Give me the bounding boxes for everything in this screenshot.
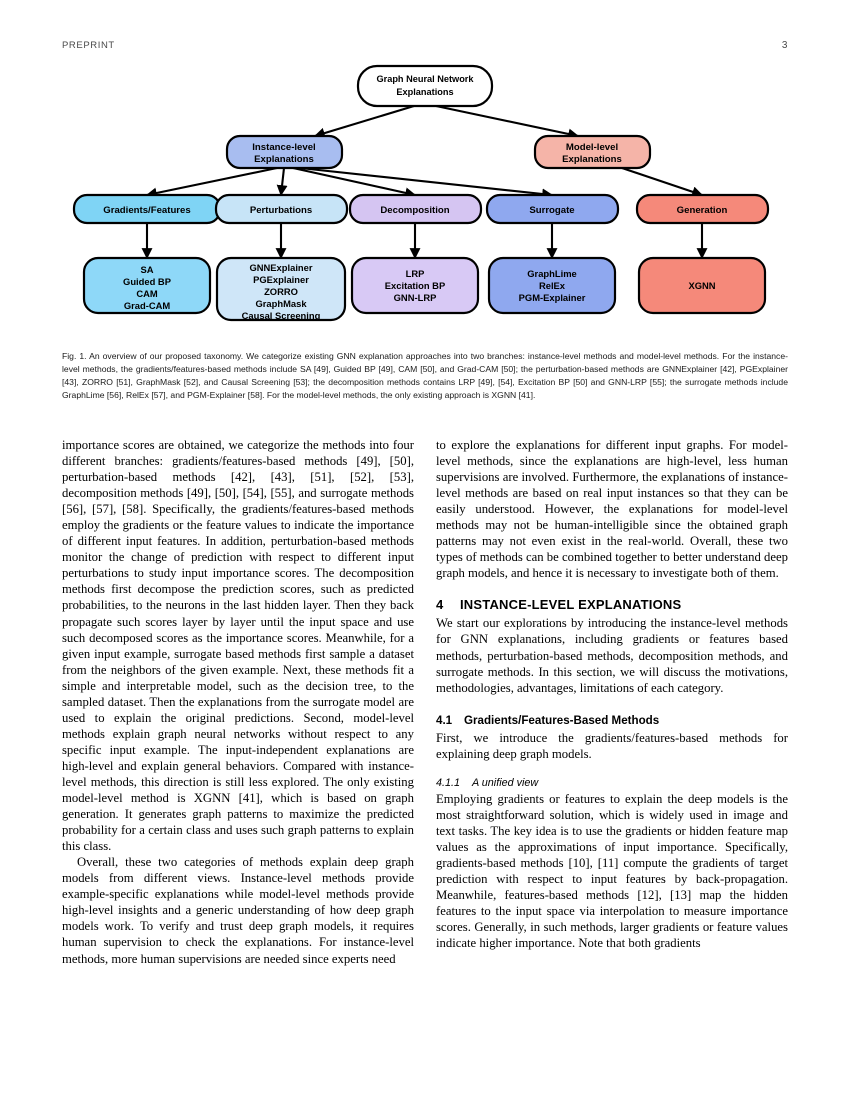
subsection-title-41: Gradients/Features-Based Methods [464,713,660,727]
node-surrogate-label: Surrogate [529,205,575,216]
node-perturbations-label: Perturbations [249,205,313,216]
node-instance-level-line2: Explanations [254,154,314,165]
edge-instance-to-perturbations [281,168,284,195]
node-instance-level-line1: Instance-level [252,142,316,153]
node-decomposition [350,195,481,223]
body-columns [62,437,788,1087]
subsubsection-number-411: 4.1.1 [436,776,461,789]
node-decomposition-label: Decomposition [380,205,450,216]
right-paragraph-3: First, we introduce the gradients/features-based methods for explaining deep graph models. [436,730,788,761]
leaf-item: PGExplainer [253,274,309,285]
leaf-item: Grad-CAM [123,300,171,311]
leaf-item: CAM [136,288,158,299]
node-generation-methods [639,258,765,313]
subsection-heading-41 [436,714,788,727]
page-number: 3 [781,39,788,51]
node-model-level-line1: Model-level [565,142,619,153]
taxonomy-diagram [62,58,788,340]
node-instance-level [227,136,342,168]
leaf-item: RelEx [538,280,566,291]
node-gradients-features-label: Gradients/Features [103,205,191,216]
section-title-4: INSTANCE-LEVEL EXPLANATIONS [460,597,682,613]
node-model-level-line2: Explanations [562,154,622,165]
node-root-line2: Explanations [396,87,454,97]
leaf-item: SA [140,264,154,275]
leaf-item: Guided BP [123,276,171,287]
leaf-item: GraphLime [527,268,577,279]
node-model-level [535,136,650,168]
node-surrogate-methods [489,258,615,313]
edge-instance-to-gradients [147,168,277,195]
node-root-line1: Graph Neural Network [376,74,474,84]
right-column [436,437,788,1087]
right-paragraph-1: to explore the explanations for different input graphs. For model-level methods, since the explanations are high-level, less human supervisions are involved. Furthermore, the explanations of instance-level methods are based on real input instances so that they can be easily understood. However, the explanations for model-level methods may not be human-intelligible since the obtained graph patterns may not even exist in the real-world. Overall, these two types of methods can be combined together to better understand deep graph models, and hence it is necessary to investigate both of them. [436,438,788,581]
node-root [358,66,492,106]
leaf-item: Causal Screening [241,310,321,321]
node-generation [637,195,768,223]
left-paragraph-2: Overall, these two categories of methods explain deep graph models from different views. Instance-level methods provide example-specific explanations while model-level methods provide high-level insights and a generic understanding of how deep graph models work. To verify and trust deep graph models, it requires human supervision to check the explanations. For instance-level methods, more human supervisions are needed since experts need [62,855,414,966]
running-head-label: PREPRINT [62,39,115,51]
right-paragraph-4: Employing gradients or features to explain the deep models is the most straightforward solution, which is widely used in image and text tasks. The key idea is to use the gradients or hidden feature map values as the approximations of input importance. Specifically, gradients-based methods [10], [11] compute the gradients of target prediction with respect to input features by back-propagation. Meanwhile, features-based methods [12], [13] map the hidden features to the input space via interpolation to measure importance scores. Generally, in such methods, larger gradients or feature values indicate higher importance. Note that both gradients [436,791,788,951]
subsubsection-heading-411 [436,777,788,789]
leaf-item: LRP [405,268,425,279]
left-paragraph-1: importance scores are obtained, we categorize the methods into four different branches: gradients/features-based methods [49], [50], perturbation-based methods [42], [43], [51], [52], [53], decomposition methods [49], [50], [54], [55], and surrogate methods [56], [57], [58]. Specifically, the gradients/features-based methods employ the gradients or the feature values to indicate the importance of different input features. In addition, perturbation-based methods monitor the change of prediction with respect to different input perturbations to study input importance scores. The decomposition methods first decompose the prediction scores, such as predicted probabilities, to the neurons in the last hidden layer. Then they back propagate such scores layer by layer until the input space and use such decomposed scores as the importance scores. Meanwhile, for a given input example, surrogate based methods first sample a dataset from the neighbors of the given example. Next, these methods fit a simple and interpretable model, such as the decision tree, to the sampled dataset. Then the explanations from the surrogate model are used to explain the original predictions. Second, model-level methods explain graph neural networks without respect to any specific input example. The input-independent explanations are high-level and explain general behaviors. Compared with instance-level methods, this direction is still less explored. The only existing model-level method is XGNN [41], which is based on graph generation. It generates graph patterns to maximize the predicted probability for a certain class and uses such graph patterns to explain this class. [62,438,414,854]
leaf-item: GraphMask [255,298,307,309]
subsection-number-41: 4.1 [436,713,453,727]
edge-instance-to-decomposition [293,168,415,195]
right-paragraph-2: We start our explorations by introducing the instance-level methods for GNN explanations, including gradients or features based methods, perturbation-based methods, decomposition methods, and surrogate methods. In this section, we will discuss the motivations, methodologies, advantages, limitations of each category. [436,616,788,695]
edge-instance-to-surrogate [300,168,552,195]
section-number-4: 4 [436,597,444,613]
node-surrogate [487,195,618,223]
leaf-item: XGNN [688,280,716,291]
leaf-item: GNNExplainer [249,262,313,273]
left-column [62,437,414,1087]
node-decomposition-methods [352,258,478,313]
edge-root-to-model [436,106,578,136]
node-gradients-features [74,195,220,223]
leaf-item: Excitation BP [384,280,446,291]
edge-model-to-generation [622,168,702,195]
edge-root-to-instance [315,106,414,136]
leaf-item: ZORRO [264,286,298,297]
leaf-item: PGM-Explainer [518,292,586,303]
leaf-item: GNN-LRP [393,292,437,303]
diagram-edges [147,106,702,258]
node-perturbation-methods [217,258,345,321]
node-perturbations [216,195,347,223]
subsubsection-title-411: A unified view [472,776,539,789]
node-gradients-features-methods [84,258,210,313]
node-generation-label: Generation [676,205,728,216]
section-heading-4 [436,597,788,612]
figure-caption: Fig. 1. An overview of our proposed taxonomy. We categorize existing GNN explanation approaches into two branches: instance-level methods and model-level methods. For the instance-level methods, the gradients/features-based methods include SA [49], Guided BP [49], CAM [50], and Grad-CAM [50]; the perturbation-based methods are GNNExplainer [42], PGExplainer [43], ZORRO [51], GraphMask [52], and Causal Screening [53]; the decomposition methods contains LRP [49], [54], Excitation BP [50] and GNN-LRP [55]; the surrogate methods include GraphLime [56], RelEx [57], and PGM-Explainer [58]. For the model-level methods, the only existing approach is XGNN [41]. [62,351,788,401]
running-head [62,38,788,52]
taxonomy-figure [62,58,788,338]
